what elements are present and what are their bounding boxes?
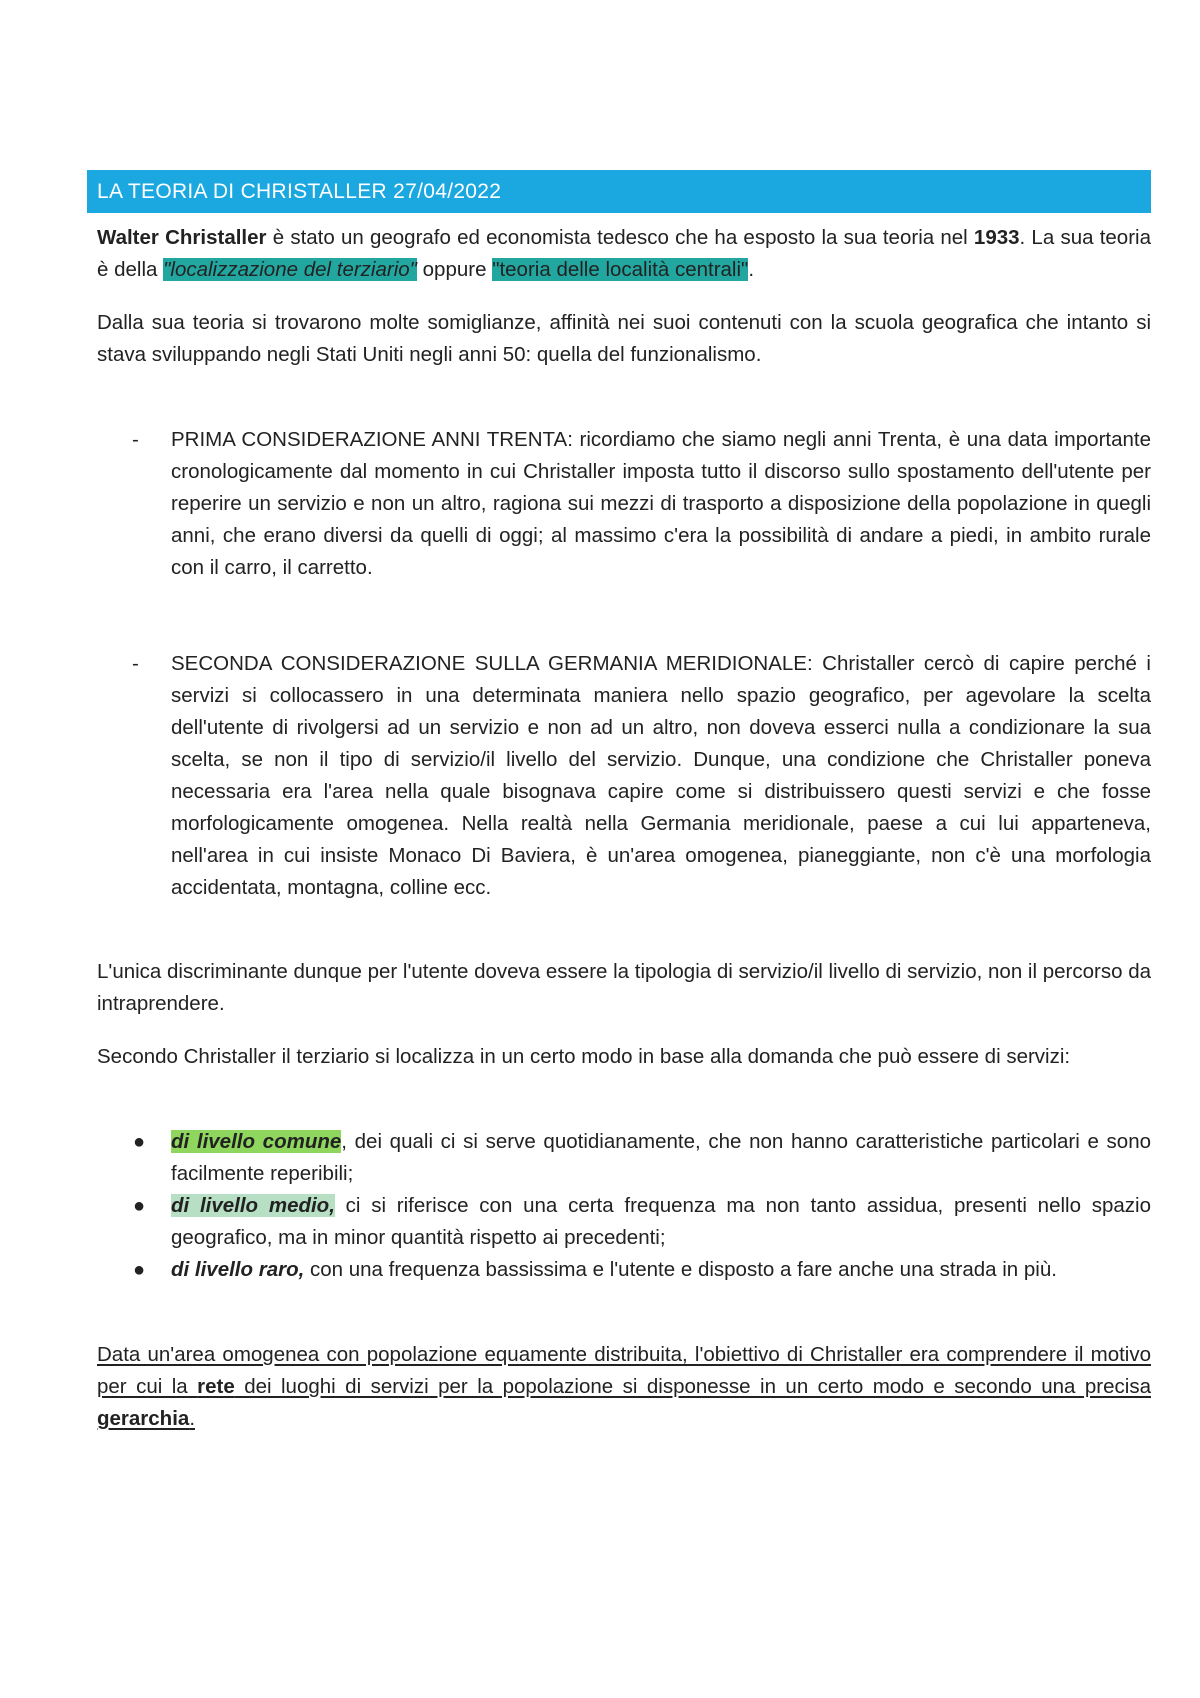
rete-keyword: rete (197, 1375, 235, 1398)
gerarchia-keyword: gerarchia (97, 1407, 190, 1430)
bullet-icon: ● (133, 1259, 146, 1281)
conclusione-text-2: dei luoghi di servizi per la popolazione si disponesse in un certo modo e secondo una precisa (234, 1375, 1151, 1398)
level-label: di livello medio, (171, 1194, 335, 1217)
consideration-item (97, 424, 1151, 584)
level-text: con una frequenza bassissima e l'utente e disposto a fare anche una strada in più. (304, 1258, 1057, 1281)
level-text: ci si riferisce con una certa frequenza ma non tanto assidua, presenti nello spazio geografico, ma in minor quantità rispetto ai precedenti; (171, 1194, 1152, 1249)
intro-text-4: . (748, 258, 755, 281)
level-text: , dei quali ci si serve quotidianamente, che non hanno caratteristiche particolari e sono facilmente reperibili; (171, 1130, 1152, 1185)
highlight-teoria-localita: "teoria delle località centrali" (492, 258, 749, 281)
consideration-item (97, 648, 1151, 904)
level-label: di livello raro, (171, 1258, 305, 1281)
dash-marker: - (132, 652, 139, 675)
section-title-bar (87, 170, 1151, 213)
conclusione-text-1: Data un'area omogenea con popolazione equamente distribuita, l'obiettivo di Christaller era comprendere il motivo per cui la (97, 1343, 1151, 1398)
consideration-text: SECONDA CONSIDERAZIONE SULLA GERMANIA MERIDIONALE: Christaller cercò di capire perché i servizi si collocassero in una determinata maniera nello spazio geografico, per agevolare la scelta dell'utente di rivolgersi ad un servizio e non ad un altro, non doveva esserci nulla a condizionare la sua scelta, se non il tipo di servizio/il livello del servizio. Dunque, una condizione che Christaller poneva necessaria era l'area nella quale bisognava capire come si distribuissero questi servizi e che fosse morfologicamente omogenea. Nella realtà nella Germania meridionale, paese a cui lui apparteneva, nell'area in cui insiste Monaco Di Baviera, è un'area omogenea, pianeggiante, non c'è una morfologia accidentata, montagna, colline ecc. (171, 652, 1151, 899)
discriminante-text: L'unica discriminante dunque per l'utente doveva essere la tipologia di servizio/il livello di servizio, non il percorso da intraprendere. (97, 960, 1151, 1015)
consideration-text: PRIMA CONSIDERAZIONE ANNI TRENTA: ricordiamo che siamo negli anni Trenta, è una data importante cronologicamente dal momento in cui Christaller imposta tutto il discorso sullo spostamento dell'utente per reperire un servizio e non un altro, ragiona sui mezzi di trasporto a disposizione della popolazione in quegli anni, che erano diversi da quelli di oggi; al massimo c'era la possibilità di andare a piedi, in ambito rurale con il carro, il carretto. (171, 428, 1151, 579)
paragraph-conclusione (97, 1339, 1151, 1435)
section-title: LA TEORIA DI CHRISTALLER 27/04/2022 (97, 179, 502, 203)
paragraph-domanda (97, 1041, 1151, 1073)
intro-text-1: è stato un geografo ed economista tedesco che ha esposto la sua teoria nel (266, 226, 974, 249)
intro-text-2: . La sua teoria è della (97, 226, 1151, 281)
author-name: Walter Christaller (97, 226, 267, 249)
conclusione-text-3: . (189, 1407, 196, 1430)
highlight-localizzazione: "localizzazione del terziario" (163, 258, 417, 281)
paragraph-funzionalismo (97, 307, 1151, 371)
year: 1933 (973, 226, 1020, 249)
list-item (97, 1126, 1151, 1190)
paragraph-intro (97, 222, 1151, 286)
intro-text-3: oppure (416, 258, 493, 281)
bullet-icon: ● (133, 1131, 146, 1153)
funzionalismo-text: Dalla sua teoria si trovarono molte somiglianze, affinità nei suoi contenuti con la scuola geografica che intanto si stava sviluppando negli Stati Uniti negli anni 50: quella del funzionalismo. (97, 311, 1151, 366)
domanda-text: Secondo Christaller il terziario si localizza in un certo modo in base alla domanda che può essere di servizi: (97, 1045, 1071, 1068)
bullet-icon: ● (133, 1195, 146, 1217)
level-label: di livello comune (171, 1130, 342, 1153)
dash-marker: - (132, 428, 139, 451)
list-item (97, 1254, 1151, 1286)
list-item (97, 1190, 1151, 1254)
paragraph-discriminante (97, 956, 1151, 1020)
